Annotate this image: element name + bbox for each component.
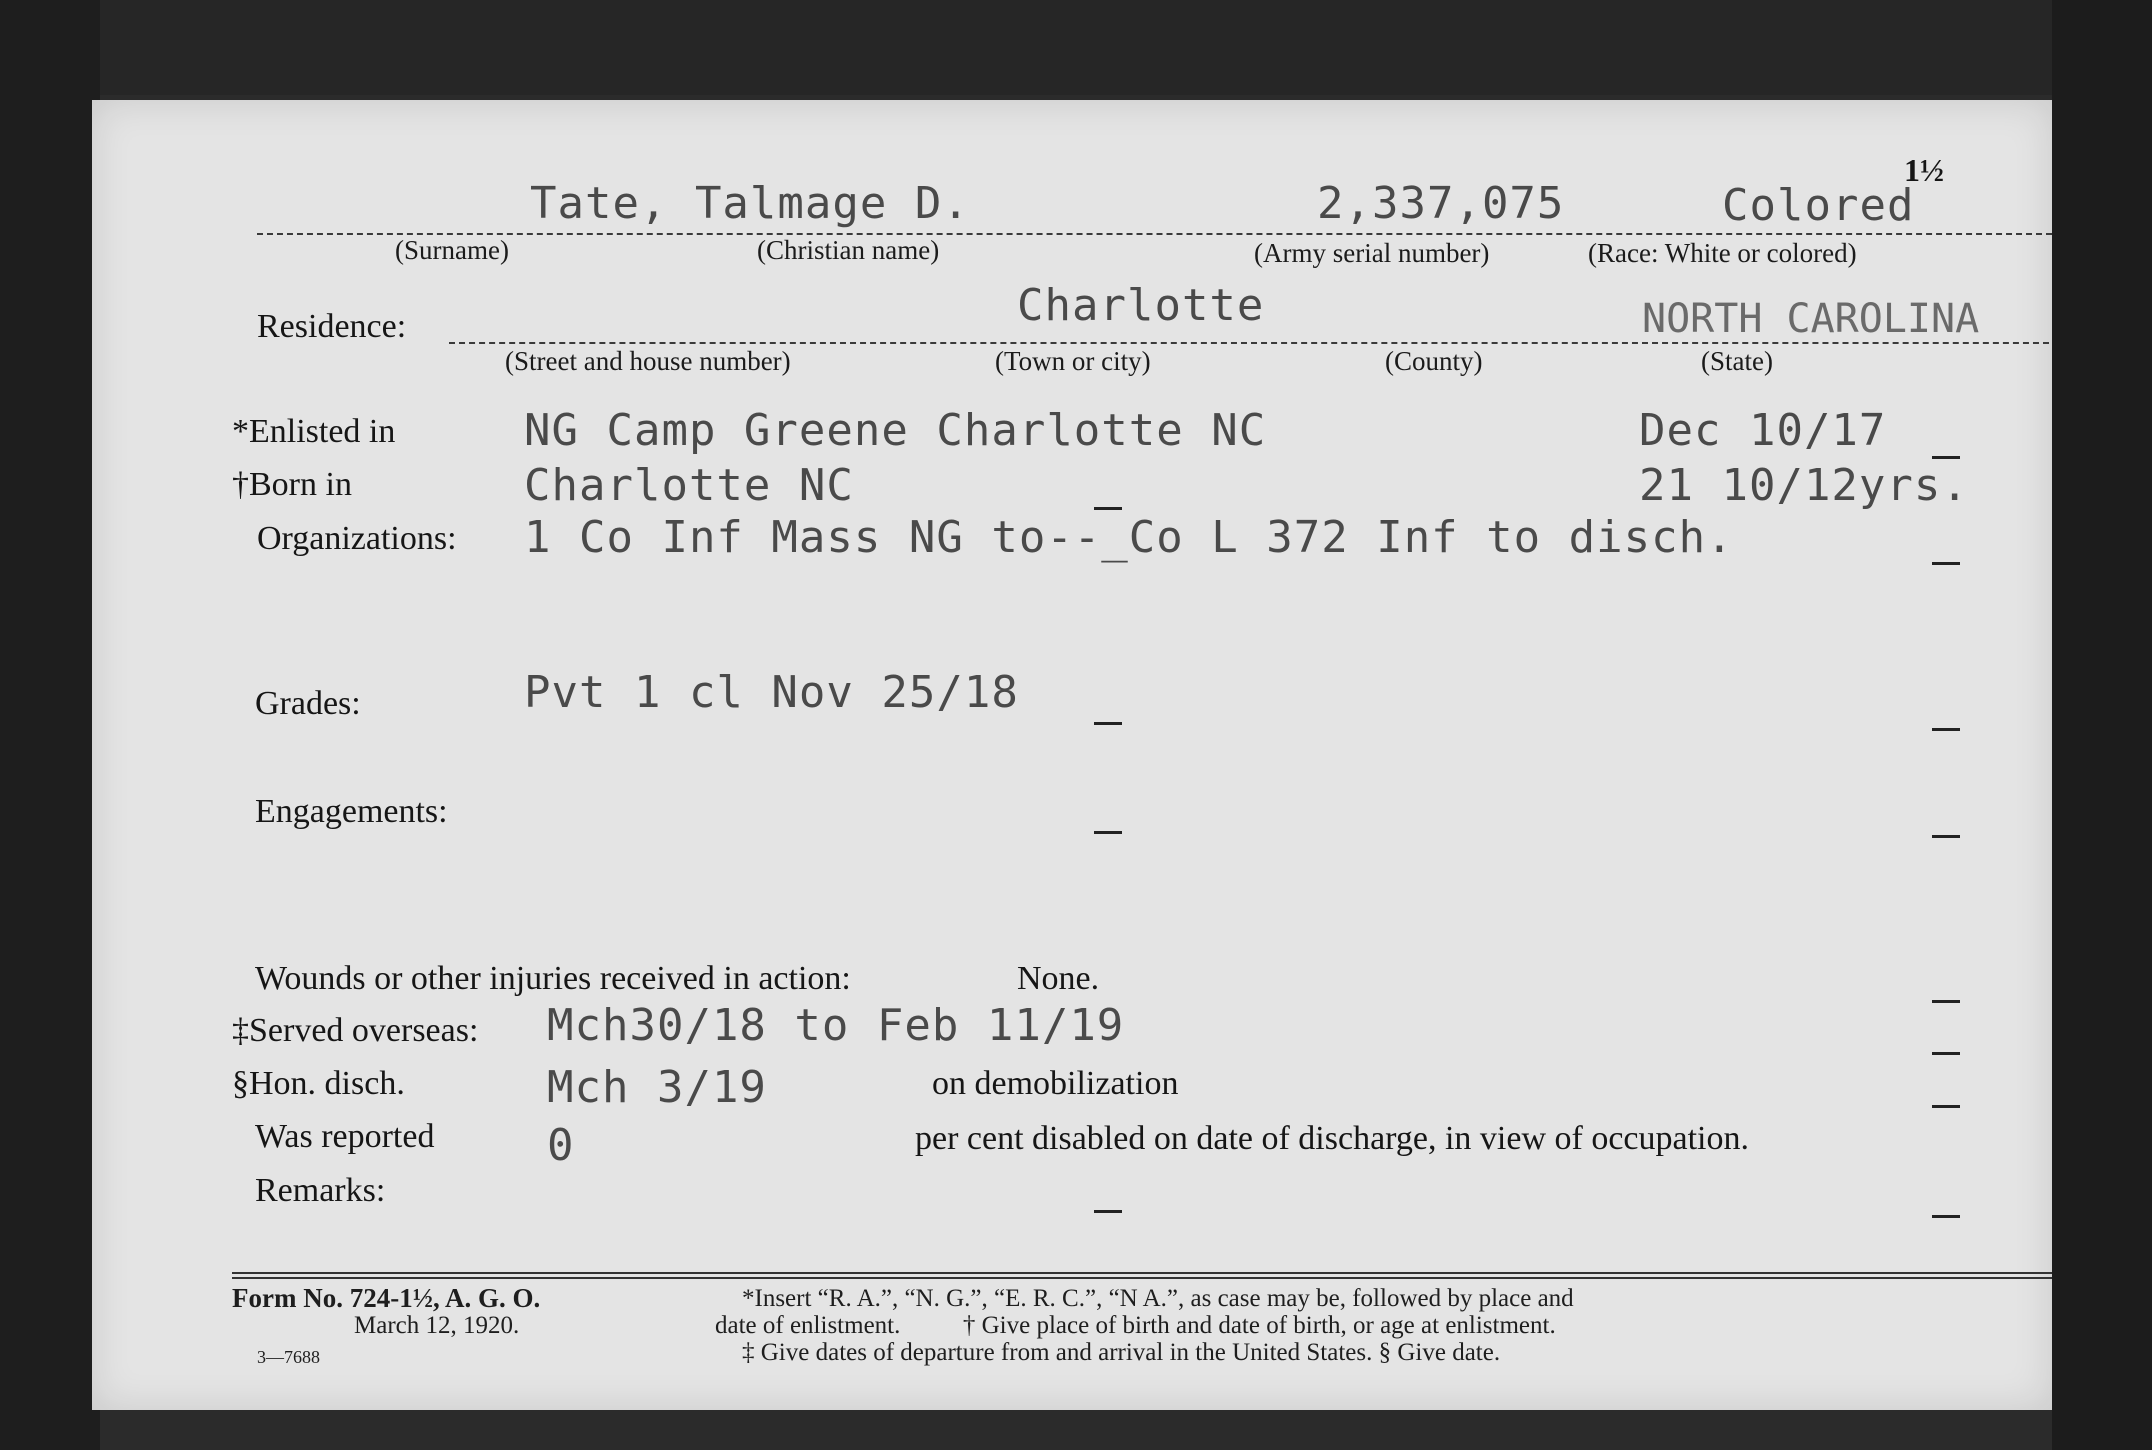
enlisted-place: NG Camp Greene Charlotte NC — [524, 405, 1267, 456]
caption-street: (Street and house number) — [505, 346, 791, 376]
caption-serial: (Army serial number) — [1254, 238, 1490, 268]
card-number: 1½ — [1904, 152, 1944, 188]
tick-engagements-mid — [1094, 831, 1122, 834]
background-right — [2052, 0, 2152, 1450]
reported-value: 0 — [547, 1120, 575, 1171]
form-date: March 12, 1920. — [354, 1312, 520, 1339]
caption-christian: (Christian name) — [757, 235, 940, 265]
overseas-value: Mch30/18 to Feb 11/19 — [547, 1000, 1125, 1051]
residence-city: Charlotte — [1017, 280, 1265, 331]
organizations-value: 1 Co Inf Mass NG to--_Co L 372 Inf to disch. — [524, 512, 1734, 563]
reported-suffix: per cent disabled on date of discharge, in view of occupation. — [915, 1120, 1749, 1157]
tick-engagements — [1932, 835, 1960, 838]
grades-value: Pvt 1 cl Nov 25/18 — [524, 667, 1019, 718]
footnote-line-3: ‡ Give dates of departure from and arrival in the United States. § Give date. — [742, 1339, 1501, 1366]
grades-label: Grades: — [255, 685, 361, 722]
background-left — [0, 0, 100, 1450]
caption-state: (State) — [1701, 346, 1773, 376]
wounds-label: Wounds or other injuries received in action: — [255, 960, 851, 997]
serial-number: 2,337,075 — [1317, 178, 1565, 229]
residence-state: NORTH CAROLINA — [1642, 296, 1980, 342]
tick-born-mid — [1094, 507, 1122, 510]
background-top — [0, 0, 2152, 95]
hon-disch-date: Mch 3/19 — [547, 1062, 767, 1113]
born-age: 21 10/12yrs. — [1639, 460, 1969, 511]
footer-rule-2 — [232, 1277, 2052, 1279]
hon-disch-label: §Hon. disch. — [232, 1065, 405, 1102]
record-card — [92, 100, 2052, 1410]
tick-enlisted — [1932, 456, 1960, 459]
tick-overseas — [1932, 1052, 1960, 1055]
born-place: Charlotte NC — [524, 460, 854, 511]
wounds-value: None. — [1017, 960, 1100, 997]
tick-grades — [1932, 728, 1960, 731]
born-label: †Born in — [232, 466, 352, 503]
remarks-label: Remarks: — [255, 1172, 386, 1209]
tick-hon-disch — [1932, 1105, 1960, 1108]
tick-wounds — [1932, 1000, 1960, 1003]
organizations-label: Organizations: — [257, 520, 457, 557]
enlisted-label: *Enlisted in — [232, 413, 396, 450]
footnote-line-2: date of enlistment. † Give place of birth and date of birth, or age at enlistment. — [715, 1312, 1556, 1339]
caption-town: (Town or city) — [995, 346, 1151, 376]
engagements-label: Engagements: — [255, 793, 448, 830]
tick-remarks-mid — [1094, 1210, 1122, 1213]
hon-disch-suffix: on demobilization — [932, 1065, 1179, 1102]
caption-surname: (Surname) — [395, 235, 509, 265]
reported-label: Was reported — [255, 1118, 435, 1155]
surname-name: Tate, Talmage D. — [530, 178, 970, 229]
tick-grades-mid — [1094, 722, 1122, 725]
tick-remarks — [1932, 1215, 1960, 1218]
race-value: Colored — [1722, 180, 1915, 231]
caption-race: (Race: White or colored) — [1588, 238, 1857, 268]
residence-line — [449, 342, 2049, 344]
footnote-line-1: *Insert “R. A.”, “N. G.”, “E. R. C.”, “N A.”, as case may be, followed by place and — [742, 1285, 1574, 1312]
overseas-label: ‡Served overseas: — [232, 1012, 479, 1049]
tick-organizations — [1932, 562, 1960, 565]
form-number: Form No. 724-1½, A. G. O. — [232, 1283, 541, 1313]
print-code: 3—7688 — [257, 1347, 320, 1367]
caption-county: (County) — [1385, 346, 1483, 376]
header-line — [257, 233, 2052, 235]
footer-rule-1 — [232, 1272, 2052, 1274]
enlisted-date: Dec 10/17 — [1639, 405, 1887, 456]
residence-label: Residence: — [257, 308, 407, 345]
